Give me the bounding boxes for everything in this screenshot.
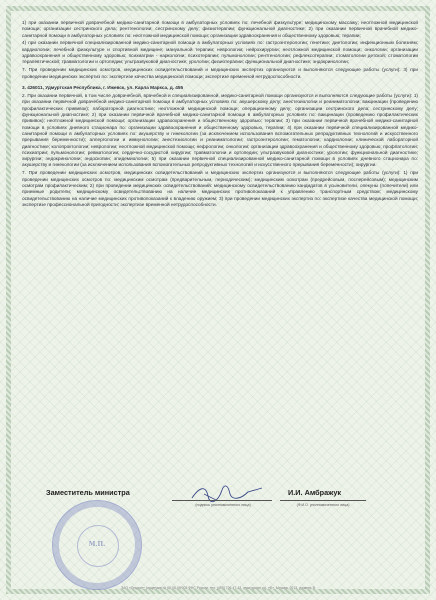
seal-label: М.П. xyxy=(88,541,106,548)
signature-caption: (подпись уполномоченного лица) xyxy=(195,503,251,507)
paragraph: 4) при оказании первичной специализированной медико-санитарной помощи в амбулаторных условиях по: гастроэнтерологии; генетике; диетологии; инфекционным болезням; кардиологии; лечебной физкультуре и спортивной медицине; мануальной терапии; неврологии; нейрохирургии; неотложной медицинской помощи; онкологии; организации здравоохранения и общественному здоровью; психиатрии - наркологии; психотерапии; пульмонологии; рентгенологии; рефлексотерапии; стоматологии детской; стоматологии терапевтической; травматологии и ортопедии; ультразвуковой диагностике; урологии; физиотерапии; функциональной диагностике; эндокринологии; xyxy=(22,40,418,65)
paragraph: 1) при оказании первичной доврачебной медико-санитарной помощи в амбулаторных условиях по: лечебной физкультуре; медицинскому массажу; неотложной медицинской помощи; организации сестринского дела; рентгенологии; сестринскому делу; физиотерапии; функциональной диагностике; 2) при оказании первичной врачебной медико-санитарной помощи в амбулаторных условиях по: неотложной медицинской помощи; организации здравоохранения и общественному здоровью; терапии; xyxy=(22,20,418,38)
paragraph: 7. При проведении медицинских осмотров, медицинских освидетельствований и медицинских экспертиз организуются и выполняются следующие работы (услуги): 1) при проведении медицинских осмотров по: медицинским осмотрам (предварительным, периодическим); медицинским осмотрам (предрейсовым, послерейсовым); медицинским осмотрам профилактическим; 2) при проведении медицинских освидетельствований: медицинскому освидетельствованию кандидатов в усыновители, опекуны (попечители) или приемные родители; медицинскому освидетельствованию на наличие медицинских противопоказаний к управлению транспортным средством; медицинскому освидетельствованию на наличие медицинских противопоказаний к владению оружием; 3) при проведении медицинских экспертиз по: экспертизе качества медицинской помощи; экспертизе профессиональной пригодности; экспертизе временной нетрудоспособности. xyxy=(22,170,418,207)
signature-line xyxy=(172,500,272,501)
signatory-name: И.И. Амбражук xyxy=(288,488,342,497)
paragraph: 7. При проведении медицинских осмотров, медицинских освидетельствований и медицинских экспертиз организуются и выполняются следующие работы (услуги): 3) при проведении медицинских экспертиз по: экспертизе качества медицинской помощи; экспертизе временной нетрудоспособности. xyxy=(22,67,418,79)
document-body xyxy=(22,20,418,210)
signatory-title: Заместитель министра xyxy=(46,488,130,497)
paragraph: 2. При оказании первичной, в том числе доврачебной, врачебной и специализированной, медико-санитарной помощи организуются и выполняются следующие работы (услуги): 1) при оказании первичной доврачебной медико-санитарной помощи в амбулаторных условиях по: акушерскому делу; анестезиологии и реаниматологии; вакцинации (проведению профилактических прививок); лабораторной диагностике; неотложной медицинской помощи; операционному делу; организации сестринского дела; сестринскому делу; функциональной диагностике; 2) при оказании первичной врачебной медико-санитарной помощи в амбулаторных условиях по: вакцинации (проведению профилактических прививок); неотложной медицинской помощи; организации здравоохранения и общественному здоровью; терапии; 3) при оказании первичной врачебной медико-санитарной помощи в условиях дневного стационара по: организации здравоохранения и общественному здоровью, терапии; 4) при оказании первичной специализированной медико-санитарной помощи в амбулаторных условиях по: акушерству и гинекологии (за исключением использования вспомогательных репродуктивных технологий и искусственного прерывания беременности); аллергологии и иммунологии; анестезиологии и реаниматологии; гастроэнтерологии; гематологии; кардиологии; клинической лабораторной диагностике; колопроктологии; неврологии; неотложной медицинской помощи; нефрологии; онкологии; организации здравоохранения и общественному здоровью; профпатологии; психиатрии; пульмонологии; ревматологии; сердечно-сосудистой хирургии; травматологии и ортопедии; ультразвуковой диагностике; урологии; функциональной диагностике; хирургии; эндокринологии; эндоскопии; эпидемиологии; 5) при оказании первичной специализированной медико-санитарной помощи в условиях дневного стационара по: акушерству и гинекологии (за исключением использования вспомогательных репродуктивных технологий и искусственного прерывания беременности); хирургии. xyxy=(22,93,418,168)
printer-footer: ЗАО «Опцион» (лицензия № 05-05-09/003 ФНС России, тел. (495) 726-47-42, www.opcion.ru), «Б», Москва, 2013, уровень В xyxy=(121,586,315,590)
name-line xyxy=(280,500,366,501)
signature-block xyxy=(0,488,436,528)
address-heading: 3. 426011, Удмуртская Республика, г. Ижевск, ул. Карла Маркса, д. 455 xyxy=(22,84,184,90)
name-caption: (Ф.И.О. уполномоченного лица) xyxy=(296,503,350,507)
